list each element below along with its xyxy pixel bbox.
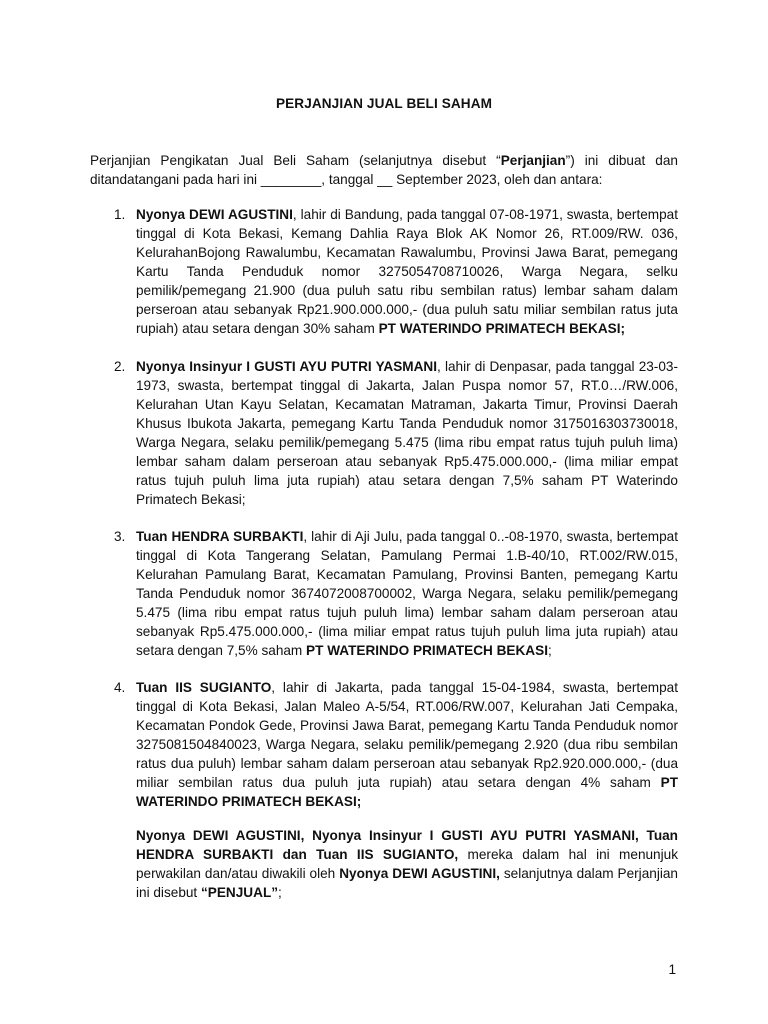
- party-details: , lahir di Bandung, pada tanggal 07-08-1971, swasta, bertempat tinggal di Kota Bekasi, Kemang Dahlia Raya Blok AK Nomor 26, RT.009/RW. 036, KelurahanBojong Rawalumbu, Kecamatan Rawalumbu, Provinsi Jawa Barat, pemegang Kartu Tanda Penduduk nomor 3275054708710026, Warga Negara, selku pemilik/pemegang 21.900 (dua puluh satu ribu sembilan ratus) lembar saham dalam perseroan atau sebanyak Rp21.900.000.000,- (dua puluh satu miliar sembilan ratus juta rupiah) atau setara dengan 30% saham: [136, 207, 679, 336]
- party-number: 1.: [114, 207, 126, 222]
- party-item-2: [114, 357, 678, 509]
- intro-text-2: ”) ini dibuat dan ditandatangani pada hari ini ________, tanggal __ September 2023, oleh dan antara:: [90, 153, 678, 187]
- party-number: 2.: [114, 359, 126, 374]
- party-name: Tuan HENDRA SURBAKTI: [136, 529, 304, 544]
- party-details: , lahir di Denpasar, pada tanggal 23-03-1973, swasta, bertempat tinggal di Jakarta, Jalan Puspa nomor 57, RT.0…/RW.006, Kelurahan Utan Kayu Selatan, Kecamatan Matraman, Jakarta Timur, Provinsi Daerah Khusus Ibukota Jakarta, pemegang Kartu Tanda Penduduk nomor 3175016303730018, Warga Negara, selaku pemilik/pemegang 5.475 (lima ribu empat ratus tujuh puluh lima) lembar saham dalam perseroan atau sebanyak Rp5.475.000.000,- (lima miliar empat ratus tujuh puluh lima juta rupiah) atau setara dengan 7,5% saham PT Waterindo Primatech Bekasi;: [136, 359, 678, 507]
- closing-paragraph: [136, 826, 678, 902]
- intro-text-1: Perjanjian Pengikatan Jual Beli Saham (selanjutnya disebut “: [90, 153, 501, 168]
- party-name: Nyonya DEWI AGUSTINI: [136, 207, 293, 222]
- party-number: 3.: [114, 529, 126, 544]
- party-details: , lahir di Aji Julu, pada tanggal 0..-08-1970, swasta, bertempat tinggal di Kota Tangerang Selatan, Pamulang Permai 1.B-40/10, RT.002/RW.015, Kelurahan Pamulang Barat, Kecamatan Pamulang, Provinsi Banten, pemegang Kartu Tanda Penduduk nomor 3674072008700002, Warga Negara, selaku pemilik/pemegang 5.475 (lima ribu empat ratus tujuh puluh lima) lembar saham dalam perseroan atau sebanyak Rp5.475.000.000,- (lima miliar empat ratus tujuh puluh lima juta rupiah) atau setara dengan 7,5% saham: [136, 529, 678, 658]
- closing-representative: Nyonya DEWI AGUSTINI,: [339, 866, 500, 881]
- party-item-3: [114, 527, 678, 660]
- closing-parties: Nyonya DEWI AGUSTINI, Nyonya Insinyur I GUSTI AYU PUTRI YASMANI, Tuan HENDRA SURBAKTI dan Tuan IIS SUGIANTO,: [136, 828, 678, 862]
- intro-paragraph: [90, 151, 678, 189]
- party-company: PT WATERINDO PRIMATECH BEKASI: [306, 643, 548, 658]
- party-name: Nyonya Insinyur I GUSTI AYU PUTRI YASMANI: [136, 359, 438, 374]
- party-item-4: [114, 678, 678, 811]
- page-number: 1: [668, 962, 676, 977]
- closing-text-3: ;: [278, 885, 282, 900]
- party-company: PT WATERINDO PRIMATECH BEKASI;: [136, 775, 678, 809]
- party-company: PT WATERINDO PRIMATECH BEKASI;: [378, 321, 626, 336]
- party-number: 4.: [114, 680, 126, 695]
- party-tail: ;: [547, 643, 552, 658]
- party-item-1: [114, 205, 679, 338]
- document-title: PERJANJIAN JUAL BELI SAHAM: [275, 96, 493, 111]
- closing-text-2: selanjutnya dalam Perjanjian ini disebut: [136, 866, 678, 900]
- closing-term-penjual: “PENJUAL”: [201, 885, 279, 900]
- intro-term-perjanjian: Perjanjian: [500, 153, 566, 168]
- party-details: , lahir di Jakarta, pada tanggal 15-04-1984, swasta, bertempat tinggal di Kota Bekasi, Jalan Maleo A-5/54, RT.006/RW.007, Kelurahan Jati Cempaka, Kecamatan Pondok Gede, Provinsi Jawa Barat, pemegang Kartu Tanda Penduduk nomor 3275081504840023, Warga Negara, selaku pemilik/pemegang 2.920 (dua ribu sembilan ratus dua puluh) lembar saham dalam perseroan atau sebanyak Rp2.920.000.000,- (dua miliar sembilan ratus dua puluh juta rupiah) atau setara dengan 4% saham: [136, 680, 678, 790]
- party-name: Tuan IIS SUGIANTO: [136, 680, 272, 695]
- closing-text-1: mereka dalam hal ini menunjuk perwakilan dan/atau diwakili oleh: [136, 847, 678, 881]
